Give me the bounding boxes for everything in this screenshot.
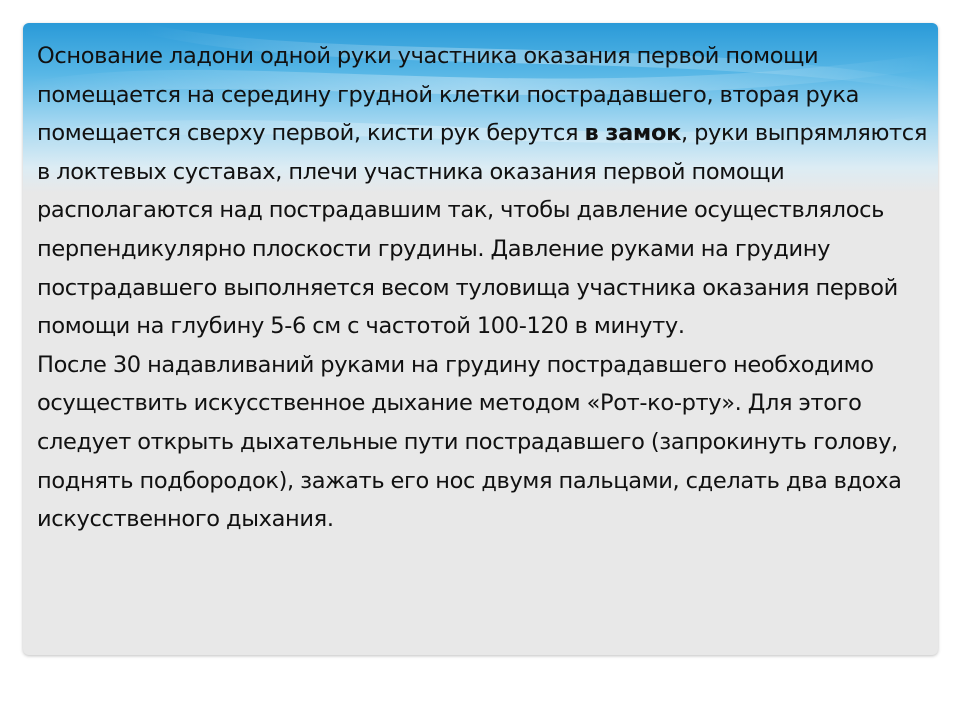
paragraph-compressions bbox=[37, 37, 927, 346]
content-panel bbox=[23, 23, 938, 655]
paragraph-compressions-start: Основание ладони одной руки участника оказания первой помощи помещается на середину грудной клетки пострадавшего, вторая рука помещается сверху первой, кисти рук берутся bbox=[37, 43, 860, 147]
paragraph-compressions-end: , руки выпрямляются в локтевых суставах, плечи участника оказания первой помощи располагаются над пострадавшим так, чтобы давление осуществлялось перпендикулярно плоскости грудины. Давление руками на грудину пострадавшего выполняется весом туловища участника оказания первой помощи на глубину 5-6 см с частотой 100-120 в минуту. bbox=[37, 120, 928, 340]
paragraph-breathing: После 30 надавливаний руками на грудину пострадавшего необходимо осуществить искусственное дыхание методом «Рот-ко-рту». Для этого следует открыть дыхательные пути пострадавшего (запрокинуть голову, поднять подбородок), зажать его нос двумя пальцами, сделать два вдоха искусственного дыхания. bbox=[37, 351, 902, 533]
slide-body-text bbox=[37, 37, 927, 539]
emphasis-lock-grip: в замок bbox=[584, 120, 681, 147]
